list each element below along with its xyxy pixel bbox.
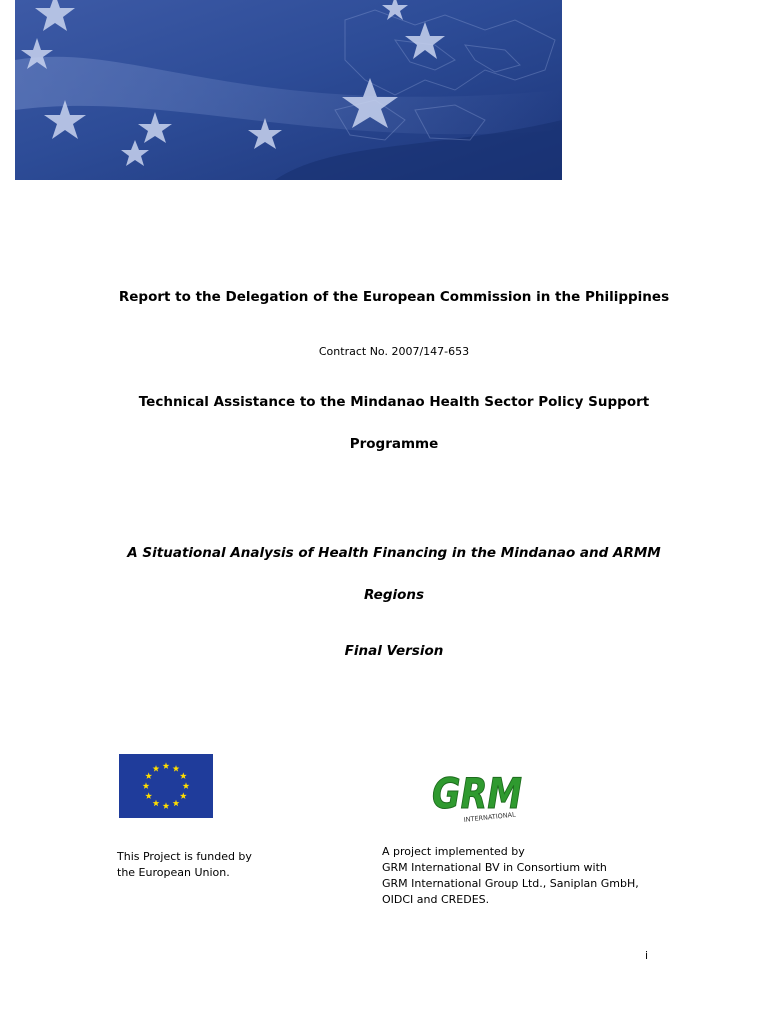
- grm-note-line4: OIDCI and CREDES.: [382, 893, 490, 906]
- grm-implementation-note: [382, 844, 672, 908]
- page-number: i: [645, 949, 649, 962]
- report-title: Report to the Delegation of the European Commission in the Philippines: [118, 289, 670, 305]
- grm-logo-subtext: INTERNATIONAL: [463, 810, 517, 824]
- eu-flag-icon: [119, 754, 213, 818]
- project-title-line2: Programme: [349, 436, 439, 452]
- eu-funding-note: [117, 849, 317, 881]
- grm-note-line1: A project implemented by: [382, 845, 525, 858]
- header-banner: [15, 0, 562, 180]
- version-label: Final Version: [344, 643, 444, 659]
- eu-funding-note-line2: the European Union.: [117, 866, 230, 879]
- analysis-title-line2: Regions: [363, 587, 425, 603]
- grm-note-line3: GRM International Group Ltd., Saniplan GmbH,: [382, 877, 639, 890]
- grm-logo-text: GRM: [432, 769, 522, 818]
- eu-stars-map-banner-icon: [15, 0, 562, 180]
- analysis-title-line1: A Situational Analysis of Health Financing in the Mindanao and ARMM: [127, 545, 661, 561]
- grm-logo-icon: [430, 762, 526, 828]
- eu-funding-note-line1: This Project is funded by: [117, 850, 252, 863]
- contract-number: Contract No. 2007/147-653: [318, 345, 470, 358]
- grm-note-line2: GRM International BV in Consortium with: [382, 861, 607, 874]
- project-title-line1: Technical Assistance to the Mindanao Health Sector Policy Support: [138, 394, 650, 410]
